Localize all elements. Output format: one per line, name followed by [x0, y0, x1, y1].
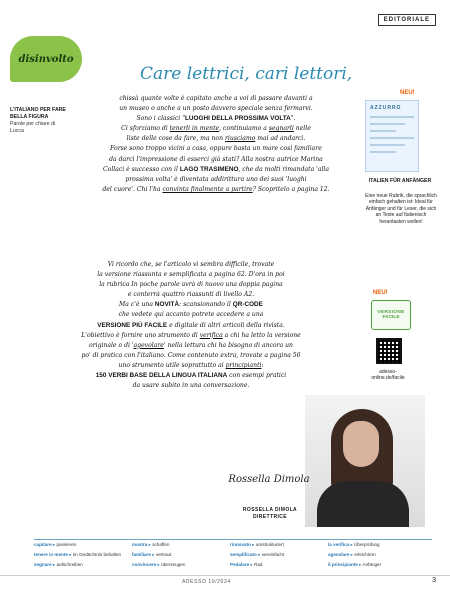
line: del cuore'. Chi l'ha convinta finalmente a partire? Scopritelo a pagina 12.: [102, 185, 330, 193]
badge-line-1: VERSIONE: [377, 310, 405, 315]
line: un museo o anche a un posto davvero speciale senza fermarvi.: [119, 105, 313, 113]
line: che vedete qui accanto potrete accedere a una: [118, 311, 264, 319]
line: prossima volta' è diventata addirittura uno dei suoi 'luoghi: [125, 175, 307, 183]
line: Ma c'è una NOVITÀ: scansionando il QR-CODE: [119, 301, 263, 309]
glossary-entry: la verifica ▸ Überprüfung: [328, 542, 380, 547]
editorial-headline: Care lettrici, cari lettori,: [140, 64, 353, 84]
editorial-paragraph-2: [60, 260, 322, 391]
line: la rubrica In poche parole avrà di nuovo una doppia pagina: [99, 281, 283, 289]
signer-info: [232, 507, 308, 521]
highlight: NOVITÀ: [154, 301, 180, 309]
cover-line: [370, 130, 396, 132]
glossary: [34, 542, 432, 568]
glossary-entry: convincere ▸ überzeugen: [132, 562, 186, 567]
line: originale o di 'agevolare' nella lettura chi ha bisogno di ancora un: [89, 341, 293, 349]
line: e conterrà quattro riassunti di livello A2.: [127, 291, 255, 299]
glossary-entry: mostra ▸ schaffen: [132, 542, 170, 547]
glossary-entry: tenere in mente ▸ im Gedächtnis behalten: [34, 552, 122, 557]
cover-line: [370, 151, 396, 153]
sidenote-title: L'ITALIANO PER FARE BELLA FIGURA: [10, 107, 66, 120]
line: VERSIONE PIÙ FACILE e digitale di altri articoli della rivista.: [97, 321, 285, 329]
signer-name: ROSSELLA DIMOLA: [242, 507, 298, 513]
section-label: EDITORIALE: [378, 14, 436, 26]
italien-description: Eine neue Rubrik, die sprachlich einfach gehalten ist: Ideal für Anfänger und für Leser, die sich an Texte auf Italienisch herantasten wollen!: [365, 193, 437, 225]
glossary-entry: Pedalare ▸ Rad: [230, 562, 263, 567]
cover-line: [370, 144, 405, 146]
editorial-paragraph-1: [65, 94, 367, 195]
glossary-entry: agevolare ▸ erleichtern: [328, 552, 376, 557]
line: da darci l'impressione di esserci già stati? Alla nostra autrice Marina: [109, 155, 323, 163]
line: uno strumento utile soprattutto ai principianti:: [118, 361, 264, 369]
line: Ci sforziamo di tenerli in mente, continuiamo a segnarli nelle: [121, 125, 311, 133]
highlight: LAGO TRASIMENO: [179, 165, 239, 173]
glossary-entry: capitare ▸ passieren: [34, 542, 77, 547]
line: Forse sono troppo vicini a casa, oppure basta un mare così familiare: [110, 145, 322, 153]
line: Sono i classici "LUOGHI DELLA PROSSIMA VOLTA".: [136, 115, 296, 123]
cover-line: [370, 123, 405, 125]
editor-photo: [305, 395, 425, 527]
signature: Rossella Dimola: [228, 474, 310, 485]
glossary-entry: il principiante ▸ Anfänger: [328, 562, 382, 567]
sidenote-sub: Parole per chiare di Lucca: [10, 121, 55, 134]
signer-role: DIRETTRICE: [253, 514, 287, 520]
new-label: NEU!: [373, 290, 388, 296]
cover-title: AZZURRO: [370, 105, 402, 111]
footer-magazine: ADESSO 10/2024: [182, 579, 231, 585]
line: da usare subito in una conversazione.: [132, 382, 250, 390]
versione-facile-badge: [371, 300, 411, 330]
cover-line: [370, 137, 414, 139]
badge-text: disinvolto: [18, 53, 74, 65]
highlight: VERSIONE PIÙ FACILE: [97, 321, 168, 329]
line: L'obiettivo è fornire uno strumento di verifica a chi ha letto la versione: [81, 331, 301, 339]
line: chissà quante volte è capitato anche a voi di passare davanti a: [119, 95, 313, 102]
magazine-cover-thumbnail[interactable]: [365, 100, 419, 172]
cover-line: [370, 116, 414, 118]
speech-badge: [10, 36, 82, 82]
highlight: 150 VERBI BASE DELLA LINGUA ITALIANA: [95, 372, 228, 380]
glossary-entry: rinnovato ▸ umstrukturiert: [230, 542, 284, 547]
sidenote: [10, 107, 68, 135]
line: Collaci è successo con il LAGO TRASIMENO, che da molti rimandata 'alla: [103, 165, 329, 173]
new-label: NEU!: [400, 90, 415, 96]
glossary-entry: semplificato ▸ vereinfacht: [230, 552, 285, 557]
qr-code-icon[interactable]: [376, 338, 402, 364]
italien-title: ITALIEN FÜR ANFÄNGER: [368, 178, 432, 184]
badge-line-2: FACILE: [382, 315, 400, 320]
line: 150 VERBI BASE DELLA LINGUA ITALIANA con esempi pratici: [95, 372, 287, 380]
qr-caption[interactable]: adesso-online.de/facile: [371, 369, 405, 381]
footer-rule: [0, 575, 450, 576]
line: Vi ricordo che, se l'articolo vi sembra difficile, trovate: [107, 261, 275, 268]
glossary-entry: familiare ▸ vertraut: [132, 552, 172, 557]
highlight: QR-CODE: [232, 301, 263, 309]
glossary-divider: [34, 539, 432, 540]
line: po' di pratica con l'italiano. Come contenuto extra, trovate a pagina 56: [81, 351, 301, 359]
page-number: 3: [432, 577, 436, 584]
line: la versione riassunta e semplificata a pagina 62. D'ora in poi: [97, 271, 285, 279]
line: liste delle cose da fare, ma non riusciamo mai ad andarci.: [126, 135, 306, 143]
glossary-entry: segnare ▸ aufschreiben: [34, 562, 83, 567]
highlight: LUOGHI DELLA PROSSIMA VOLTA: [185, 115, 291, 123]
